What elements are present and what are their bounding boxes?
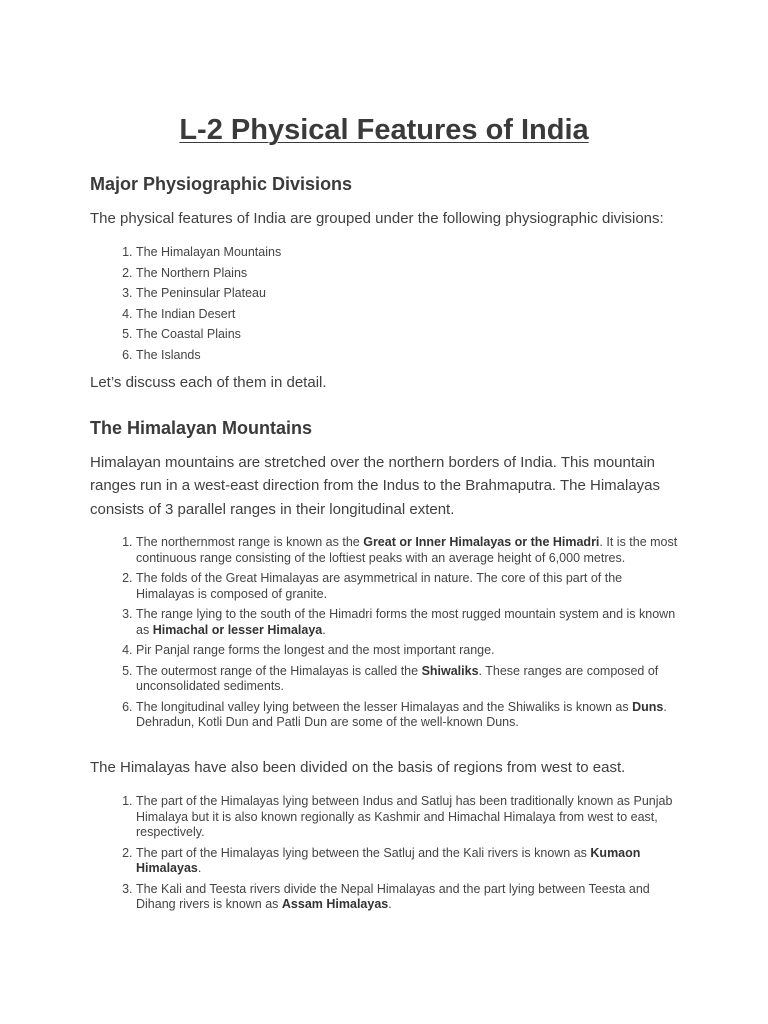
bold-term: Duns: [632, 699, 664, 714]
divisions-outro: Let’s discuss each of them in detail.: [90, 374, 327, 391]
ranges-list: [90, 535, 678, 736]
list-item: 5. The outermost range of the Himalayas is called the Shiwaliks. These ranges are composed of unconsolidated sediments.: [136, 664, 678, 695]
list-item: 6. The Islands: [136, 345, 678, 366]
divisions-list: [90, 242, 678, 366]
list-item: 3. The Peninsular Plateau: [136, 283, 678, 304]
list-item: 3. The Kali and Teesta rivers divide the Nepal Himalayas and the part lying between Teesta and Dihang rivers is known as Assam Himalayas.: [136, 882, 678, 913]
list-item: 1. The part of the Himalayas lying between Indus and Satluj has been traditionally known as Punjab Himalaya but it is also known regionally as Kashmir and Himachal Himalaya from west to east, respectively.: [136, 794, 678, 841]
list-item: 5. The Coastal Plains: [136, 324, 678, 345]
bold-term: Assam Himalayas: [281, 897, 389, 911]
list-item: 1. The northernmost range is known as the Great or Inner Himalayas or the Himadri. It is the most continuous range consisting of the loftiest peaks with an average height of 6,000 metres.: [136, 535, 678, 566]
bold-term: Shiwaliks: [421, 663, 479, 678]
bold-term: Himachal or lesser Himalaya: [152, 622, 323, 637]
bold-term: Great or Inner Himalayas or the Himadri: [363, 535, 600, 549]
list-item: 4. The Indian Desert: [136, 304, 678, 325]
list-item: 3. The range lying to the south of the Himadri forms the most rugged mountain system and is known as Himachal or lesser Himalaya.: [136, 607, 678, 638]
section-heading-himalayan: The Himalayan Mountains: [90, 418, 313, 438]
list-item: 1. The Himalayan Mountains: [136, 242, 678, 263]
list-item: 2. The Northern Plains: [136, 263, 678, 284]
list-item: 2. The folds of the Great Himalayas are asymmetrical in nature. The core of this part of the Himalayas is composed of granite.: [136, 571, 678, 602]
divisions-intro: The physical features of India are grouped under the following physiographic divisions:: [90, 210, 664, 227]
regions-list: [90, 794, 678, 918]
list-item: 6. The longitudinal valley lying between the lesser Himalayas and the Shiwaliks is known as Duns. Dehradun, Kotli Dun and Patli Dun are some of the well-known Duns.: [136, 700, 678, 731]
page-title: L-2 Physical Features of India: [179, 114, 589, 146]
himalayan-intro: Himalayan mountains are stretched over the northern borders of India. This mountain ranges run in a west-east direction from the Indus to the Brahmaputra. The Himalayas consists of 3 parallel ranges in their longitudinal extent.: [90, 454, 661, 518]
bold-term: Kumaon Himalayas: [136, 845, 641, 875]
list-item: 4. Pir Panjal range forms the longest and the most important range.: [136, 643, 678, 659]
list-item: 2. The part of the Himalayas lying between the Satluj and the Kali rivers is known as Kumaon Himalayas.: [136, 846, 678, 877]
section-heading-divisions: Major Physiographic Divisions: [90, 174, 353, 194]
regions-intro: The Himalayas have also been divided on the basis of regions from west to east.: [90, 759, 626, 776]
